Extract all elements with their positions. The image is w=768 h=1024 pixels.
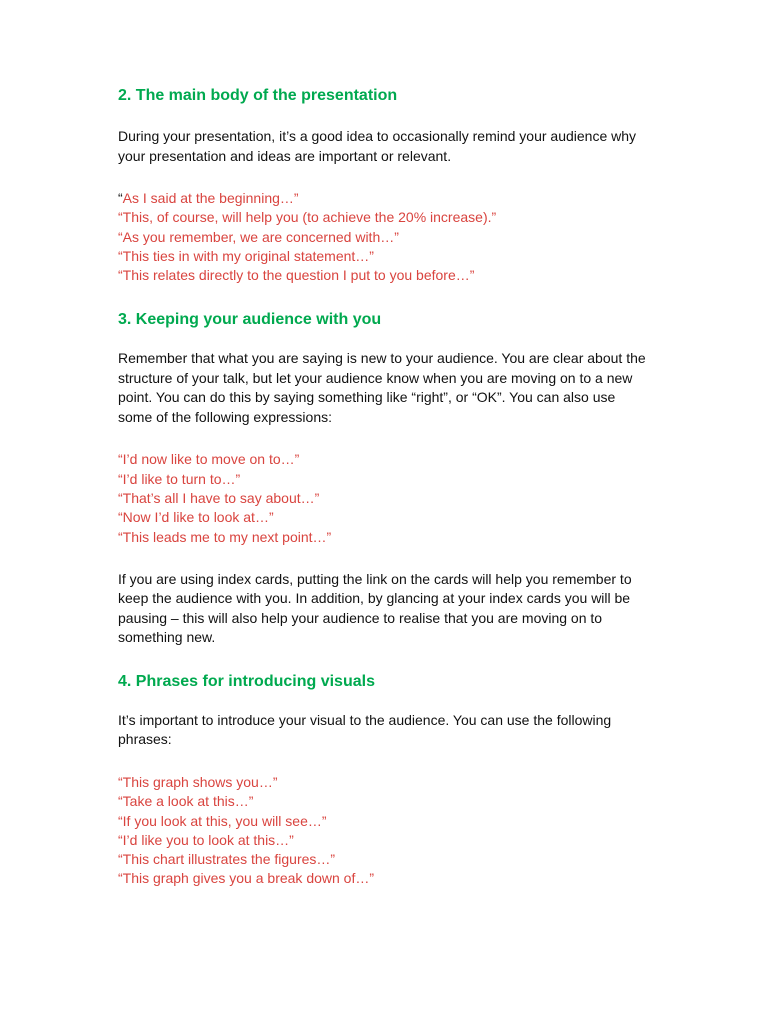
- section-4-phrase-list: [118, 773, 650, 889]
- phrase-item: “I’d like you to look at this…”: [118, 831, 294, 848]
- section-4-intro: It’s important to introduce your visual to the audience. You can use the following phrases:: [118, 711, 612, 748]
- phrase-item: “As you remember, we are concerned with…”: [118, 228, 399, 245]
- section-2-intro: During your presentation, it’s a good idea to occasionally remind your audience why your presentation and ideas are important or relevant.: [118, 128, 637, 164]
- phrase-item: “Take a look at this…”: [118, 793, 254, 810]
- phrase-item: “Now I’d like to look at…”: [118, 509, 274, 526]
- phrase-item: “This graph gives you a break down of…”: [118, 870, 375, 887]
- phrase-item: “I’d now like to move on to…”: [118, 451, 300, 468]
- phrase-text: As I said at the beginning…”: [122, 190, 299, 206]
- section-3-outro: If you are using index cards, putting the link on the cards will help you remember to keep the audience with you. In addition, by glancing at your index cards you will be pausing – this will also help your audience to realise that you are moving on to something new.: [118, 570, 632, 646]
- phrase-item: “This leads me to my next point…”: [118, 528, 332, 545]
- phrase-item: “This ties in with my original statement…”: [118, 247, 374, 264]
- section-3-intro: Remember that what you are saying is new to your audience. You are clear about the structure of your talk, but let your audience know when you are moving on to a new point. You can do this by saying something like “right”, or “OK”. You can also use some of the following expressions:: [118, 350, 646, 425]
- phrase-item: [118, 189, 650, 208]
- phrase-item: “This graph shows you…”: [118, 773, 278, 790]
- section-3-phrase-list: [118, 450, 650, 546]
- section-4-heading: 4. Phrases for introducing visuals: [118, 672, 375, 690]
- document-page: [118, 86, 650, 889]
- section-2-heading: 2. The main body of the presentation: [118, 87, 398, 104]
- section-2-phrase-list: [118, 189, 650, 285]
- opening-quote-mark: “: [118, 190, 123, 206]
- phrase-item: “This chart illustrates the figures…”: [118, 851, 336, 868]
- phrase-item: “I’d like to turn to…”: [118, 470, 241, 487]
- phrase-item: “If you look at this, you will see…”: [118, 812, 327, 829]
- section-3-heading: 3. Keeping your audience with you: [118, 311, 382, 329]
- phrase-item: “This relates directly to the question I put to you before…”: [118, 267, 475, 284]
- phrase-item: “That’s all I have to say about…”: [118, 490, 320, 507]
- phrase-item: “This, of course, will help you (to achieve the 20% increase).”: [118, 209, 497, 226]
